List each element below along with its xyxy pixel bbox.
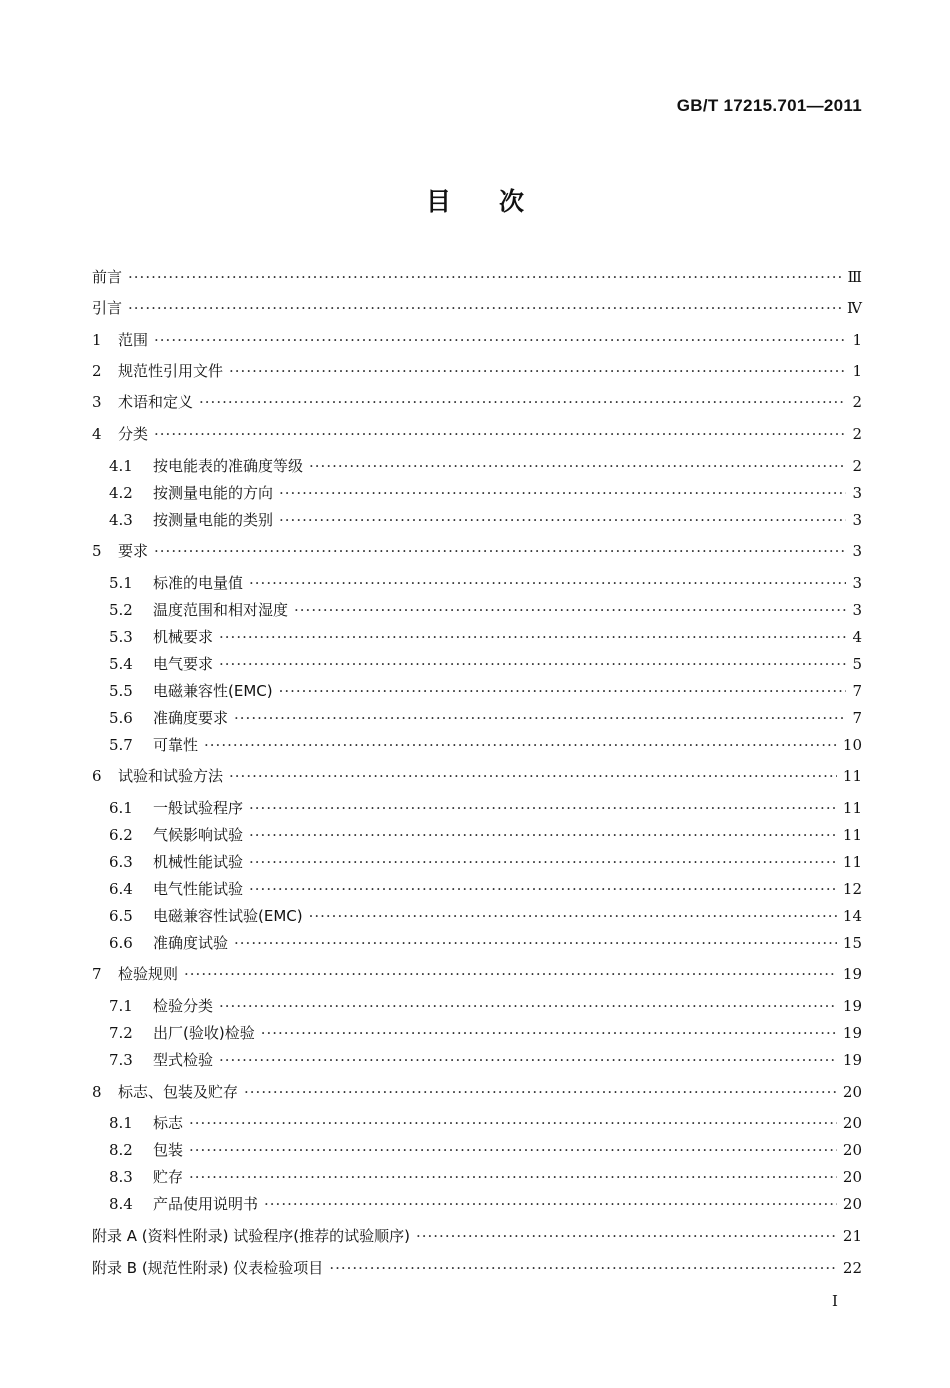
toc-entry[interactable] xyxy=(92,423,862,447)
toc-entry[interactable] xyxy=(92,266,862,290)
toc-leader-dots xyxy=(229,362,846,380)
toc-leader-dots xyxy=(249,826,837,844)
toc-leader-dots xyxy=(309,907,837,925)
toc-entry-page: 14 xyxy=(842,907,862,925)
toc-entry-page: 5 xyxy=(852,655,862,673)
toc-entry-page: 20 xyxy=(842,1083,862,1101)
toc-entry[interactable] xyxy=(92,905,862,929)
toc-entry-page: 2 xyxy=(852,457,862,475)
toc-entry-number: 7.1 xyxy=(109,997,133,1015)
toc-leader-dots xyxy=(128,299,841,317)
toc-entry-label: 检验分类 xyxy=(153,997,214,1015)
toc-entry[interactable] xyxy=(92,1081,862,1105)
toc-entry-label: 机械要求 xyxy=(153,628,214,646)
toc-entry-label: 附录 B (规范性附录) 仪表检验项目 xyxy=(92,1259,324,1277)
toc-entry-label: 标准的电量值 xyxy=(153,574,244,592)
toc-entry[interactable] xyxy=(92,360,862,384)
toc-entry-label: 准确度要求 xyxy=(153,709,229,727)
toc-entry-number: 8.3 xyxy=(109,1168,133,1186)
toc-entry[interactable] xyxy=(92,626,862,650)
toc-entry-page: 3 xyxy=(852,484,862,502)
toc-leader-dots xyxy=(154,542,846,560)
toc-entry-page: 19 xyxy=(842,1051,862,1069)
title-part-1: 目 xyxy=(425,187,451,216)
toc-leader-dots xyxy=(244,1083,837,1101)
toc-entry-page: 11 xyxy=(842,767,862,785)
toc-entry-number: 4.3 xyxy=(109,511,133,529)
toc-entry[interactable] xyxy=(92,878,862,902)
toc-leader-dots xyxy=(189,1114,837,1132)
toc-leader-dots xyxy=(184,965,837,983)
toc-entry-page: Ⅳ xyxy=(847,299,862,317)
toc-entry-number: 6.3 xyxy=(109,853,133,871)
toc-entry-number: 5.2 xyxy=(109,601,133,619)
title-part-2: 次 xyxy=(499,187,525,216)
toc-entry[interactable] xyxy=(92,329,862,353)
toc-leader-dots xyxy=(219,1051,837,1069)
toc-entry[interactable] xyxy=(92,482,862,506)
toc-leader-dots xyxy=(249,799,837,817)
toc-leader-dots xyxy=(229,767,837,785)
toc-entry[interactable] xyxy=(92,797,862,821)
toc-entry-label: 标志、包装及贮存 xyxy=(118,1083,239,1101)
toc-entry-page: 4 xyxy=(852,628,862,646)
toc-leader-dots xyxy=(279,511,846,529)
toc-leader-dots xyxy=(309,457,846,475)
toc-entry-number: 5.4 xyxy=(109,655,133,673)
toc-entry[interactable] xyxy=(92,680,862,704)
toc-entry[interactable] xyxy=(92,509,862,533)
toc-leader-dots xyxy=(249,574,846,592)
toc-entry-page: 20 xyxy=(842,1195,862,1213)
toc-leader-dots xyxy=(219,655,846,673)
toc-entry[interactable] xyxy=(92,599,862,623)
toc-entry-label: 引言 xyxy=(92,299,123,317)
toc-entry-number: 4.1 xyxy=(109,457,133,475)
toc-entry[interactable] xyxy=(92,963,862,987)
toc-entry-label: 电磁兼容性(EMC) xyxy=(153,682,273,700)
toc-entry-label: 机械性能试验 xyxy=(153,853,244,871)
toc-entry-label: 气候影响试验 xyxy=(153,826,244,844)
toc-entry-page: 7 xyxy=(852,682,862,700)
toc-entry-number: 5.5 xyxy=(109,682,133,700)
toc-entry-label: 包装 xyxy=(153,1141,184,1159)
toc-entry-page: 11 xyxy=(842,799,862,817)
toc-entry[interactable] xyxy=(92,1166,862,1190)
toc-entry-page: 20 xyxy=(842,1114,862,1132)
toc-entry-label: 按电能表的准确度等级 xyxy=(153,457,304,475)
toc-entry[interactable] xyxy=(92,1193,862,1217)
toc-entry-page: 11 xyxy=(842,853,862,871)
toc-entry-number: 5.7 xyxy=(109,736,133,754)
toc-leader-dots xyxy=(234,934,837,952)
toc-entry-page: 12 xyxy=(842,880,862,898)
toc-leader-dots xyxy=(261,1024,837,1042)
toc-entry[interactable] xyxy=(92,851,862,875)
toc-entry-page: 2 xyxy=(852,425,862,443)
toc-entry-label: 出厂(验收)检验 xyxy=(153,1024,255,1042)
toc-entry-number: 2 xyxy=(92,362,102,380)
toc-entry-number: 8.1 xyxy=(109,1114,133,1132)
toc-leader-dots xyxy=(279,682,847,700)
toc-leader-dots xyxy=(234,709,846,727)
toc-entry-page: 19 xyxy=(842,965,862,983)
toc-entry-label: 电气性能试验 xyxy=(153,880,244,898)
toc-entry-number: 8.2 xyxy=(109,1141,133,1159)
toc-entry[interactable] xyxy=(92,297,862,321)
toc-entry-number: 6 xyxy=(92,767,102,785)
page-number: I xyxy=(832,1292,838,1310)
toc-entry[interactable] xyxy=(92,540,862,564)
toc-entry-number: 5.1 xyxy=(109,574,133,592)
toc-entry-page: 10 xyxy=(842,736,862,754)
toc-entry[interactable] xyxy=(92,455,862,479)
toc-leader-dots xyxy=(189,1168,837,1186)
toc-entry[interactable] xyxy=(92,765,862,789)
toc-entry-label: 准确度试验 xyxy=(153,934,229,952)
toc-entry-label: 型式检验 xyxy=(153,1051,214,1069)
toc-entry-label: 要求 xyxy=(118,542,149,560)
toc-entry[interactable] xyxy=(92,824,862,848)
toc-entry-page: 11 xyxy=(842,826,862,844)
toc-entry-label: 标志 xyxy=(153,1114,184,1132)
toc-entry-page: 3 xyxy=(852,542,862,560)
toc-entry-number: 6.1 xyxy=(109,799,133,817)
toc-leader-dots xyxy=(264,1195,837,1213)
toc-entry-label: 检验规则 xyxy=(118,965,179,983)
toc-entry-page: 20 xyxy=(842,1141,862,1159)
toc-leader-dots xyxy=(249,853,837,871)
toc-entry-number: 7.3 xyxy=(109,1051,133,1069)
toc-leader-dots xyxy=(416,1227,837,1245)
toc-entry-page: 20 xyxy=(842,1168,862,1186)
toc-entry-number: 6.2 xyxy=(109,826,133,844)
toc-entry-number: 1 xyxy=(92,331,102,349)
toc-entry-number: 7.2 xyxy=(109,1024,133,1042)
toc-entry-page: 2 xyxy=(852,393,862,411)
toc-entry-number: 4 xyxy=(92,425,102,443)
toc-entry-label: 电磁兼容性试验(EMC) xyxy=(153,907,303,925)
toc-entry-label: 贮存 xyxy=(153,1168,184,1186)
toc-entry-page: 7 xyxy=(852,709,862,727)
toc-entry-page: 3 xyxy=(852,601,862,619)
toc-entry-page: 19 xyxy=(842,997,862,1015)
toc-entry-label: 附录 A (资料性附录) 试验程序(推荐的试验顺序) xyxy=(92,1227,410,1245)
toc-entry-label: 一般试验程序 xyxy=(153,799,244,817)
toc-entry-page: Ⅲ xyxy=(847,268,862,286)
toc-entry-label: 试验和试验方法 xyxy=(118,767,224,785)
toc-leader-dots xyxy=(189,1141,837,1159)
toc-entry-number: 6.5 xyxy=(109,907,133,925)
toc-entry-label: 前言 xyxy=(92,268,123,286)
toc-entry[interactable] xyxy=(92,1049,862,1073)
toc-entry-number: 7 xyxy=(92,965,102,983)
toc-entry-label: 电气要求 xyxy=(153,655,214,673)
toc-entry[interactable] xyxy=(92,653,862,677)
toc-entry-label: 按测量电能的方向 xyxy=(153,484,274,502)
toc-entry-number: 5.3 xyxy=(109,628,133,646)
toc-leader-dots xyxy=(154,425,846,443)
toc-entry-page: 3 xyxy=(852,574,862,592)
toc-entry-page: 1 xyxy=(852,331,862,349)
toc-entry[interactable] xyxy=(92,391,862,415)
toc-entry-label: 术语和定义 xyxy=(118,393,194,411)
toc-entry-label: 产品使用说明书 xyxy=(153,1195,259,1213)
toc-entry-number: 8 xyxy=(92,1083,102,1101)
toc-entry-page: 22 xyxy=(842,1259,862,1277)
toc-entry-number: 5.6 xyxy=(109,709,133,727)
toc-entry[interactable] xyxy=(92,1257,862,1281)
toc-entry-number: 6.6 xyxy=(109,934,133,952)
toc-entry-number: 8.4 xyxy=(109,1195,133,1213)
toc-entry-label: 分类 xyxy=(118,425,149,443)
toc-leader-dots xyxy=(294,601,846,619)
toc-entry-page: 3 xyxy=(852,511,862,529)
toc-entry-page: 15 xyxy=(842,934,862,952)
toc-entry-number: 6.4 xyxy=(109,880,133,898)
toc-entry[interactable] xyxy=(92,995,862,1019)
toc-entry-page: 21 xyxy=(842,1227,862,1245)
toc-leader-dots xyxy=(154,331,846,349)
toc-entry-label: 按测量电能的类别 xyxy=(153,511,274,529)
toc-entry[interactable] xyxy=(92,1225,862,1249)
toc-entry-number: 4.2 xyxy=(109,484,133,502)
toc-leader-dots xyxy=(128,268,842,286)
standard-code: GB/T 17215.701—2011 xyxy=(676,96,862,115)
toc-leader-dots xyxy=(329,1259,837,1277)
toc-leader-dots xyxy=(199,393,846,411)
toc-entry[interactable] xyxy=(92,1139,862,1163)
toc-entry-page: 19 xyxy=(842,1024,862,1042)
toc-leader-dots xyxy=(204,736,837,754)
toc-entry[interactable] xyxy=(92,1112,862,1136)
toc-leader-dots xyxy=(279,484,846,502)
toc-entry[interactable] xyxy=(92,572,862,596)
toc-leader-dots xyxy=(219,628,846,646)
toc-entry-number: 3 xyxy=(92,393,102,411)
toc-entry-number: 5 xyxy=(92,542,102,560)
toc-entry[interactable] xyxy=(92,734,862,758)
toc-entry[interactable] xyxy=(92,707,862,731)
page-title xyxy=(0,182,950,218)
toc-leader-dots xyxy=(249,880,837,898)
toc-entry-label: 规范性引用文件 xyxy=(118,362,224,380)
toc-entry-page: 1 xyxy=(852,362,862,380)
toc-leader-dots xyxy=(219,997,837,1015)
toc-entry[interactable] xyxy=(92,932,862,956)
toc-entry-label: 范围 xyxy=(118,331,149,349)
toc-entry[interactable] xyxy=(92,1022,862,1046)
toc-entry-label: 温度范围和相对湿度 xyxy=(153,601,289,619)
toc-entry-label: 可靠性 xyxy=(153,736,199,754)
